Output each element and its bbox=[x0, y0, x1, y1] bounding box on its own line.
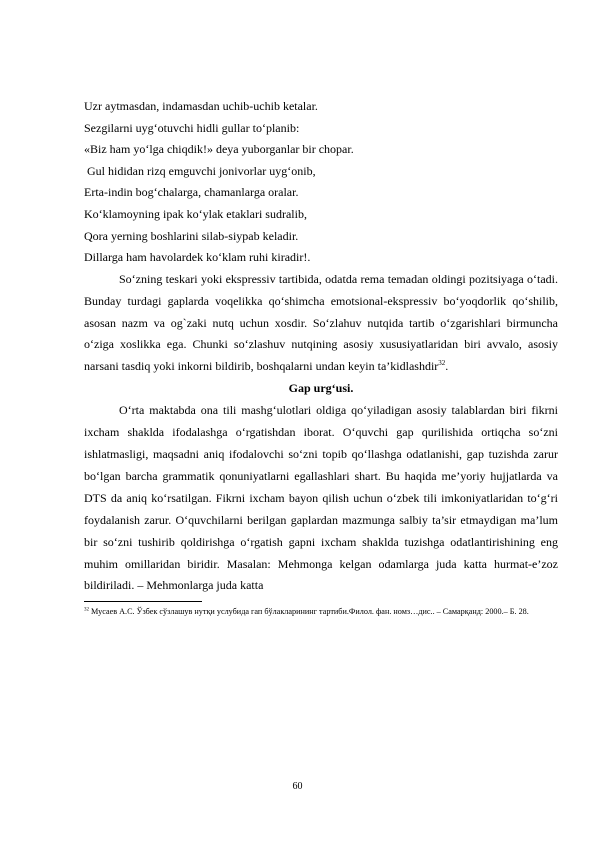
paragraph-word-order bbox=[84, 269, 558, 379]
footnote-marker: 32 bbox=[84, 607, 89, 613]
poem-block bbox=[84, 96, 558, 269]
poem-line: Gul hididan rizq emguvchi jonivorlar uyg‘onib, bbox=[84, 163, 316, 178]
footnote bbox=[84, 605, 558, 619]
poem-line: Erta-indin bog‘chalarga, chamanlarga oralar. bbox=[84, 185, 299, 200]
footnote-reference[interactable]: 32 bbox=[438, 359, 446, 368]
poem-line: Dillarga ham havolardek ko‘klam ruhi kiradir!. bbox=[84, 250, 311, 265]
paragraph-end: . bbox=[445, 359, 449, 374]
footnote-text: Мусаев А.С. Ўзбек сўзлашув нутқи услубида гап бўлакларининг тартиби.Филол. фан. номз…дис.. – Самарқанд: 2000.– Б. 28. bbox=[89, 607, 529, 617]
poem-line: Uzr aytmasdan, indamasdan uchib-uchib ketalar. bbox=[84, 99, 318, 113]
poem-line: Ko‘klamoyning ipak ko‘ylak etaklari sudralib, bbox=[84, 206, 307, 221]
poem-line: Sezgilarni uyg‘otuvchi hidli gullar to‘planib: bbox=[84, 120, 300, 135]
footnote-divider bbox=[84, 601, 202, 602]
document-page bbox=[84, 96, 558, 619]
paragraph-text: So‘zning teskari yoki ekspressiv tartibida, odatda rema temadan oldingi pozitsiyaga o‘tadi. Bunday turdagi gaplarda voqelikka qo‘shimcha emotsional-ekspressiv bo‘yoqdorlik qo‘shilib, asosan nazm va og`zaki nutq uchun xosdir. So‘zlahuv nutqida tartib o‘zgarishlari birmuncha o‘ziga xoslikka ega. Chunki so‘zlashuv nutqining asosiy xususiyatlaridan biri avvalo, asosiy narsani tasdiq yoki inkorni bildirib, boshqalarni undan keyin ta’kidlashdir bbox=[84, 271, 558, 374]
poem-line: «Biz ham yo‘lga chiqdik!» deya yuborganlar bir chopar. bbox=[84, 142, 354, 157]
section-heading: Gap urg‘usi. bbox=[288, 381, 354, 396]
page-number: 60 bbox=[292, 781, 303, 792]
paragraph-sentence-stress: O‘rta maktabda ona tili mashg‘ulotlari oldiga qo‘yiladigan asosiy talablardan biri fikrni ixcham shaklda ifodalashga o‘rgatishdan iborat. O‘quvchi gap qurilishida ortiqcha so‘zni ishlatmasligi, maqsadni aniq ifodalovchi so‘zni topib qo‘llashga odatlanishi, gap tuzishda zarur bo‘lgan barcha grammatik qonuniyatlarni egallashlari shart. Bu haqida me’yoriy hujjatlarda va DTS da aniq ko‘rsatilgan. Fikrni ixcham bayon qilish uchun o‘zbek tili imkoniyatlaridan to‘g‘ri foydalanish zarur. O‘quvchilarni berilgan gaplardan mazmunga salbiy ta’sir etmaydigan ma’lum bir so‘zni tushirib qoldirishga o‘rgatish gapni ixcham shaklda tuzishga odatlantirishining eng muhim omillaridan biridir. Masalan: Mehmonga kelgan odamlarga juda katta hurmat-e’zoz bildiriladi. – Mehmonlarga juda katta bbox=[84, 403, 558, 593]
poem-line: Qora yerning boshlarini silab-siypab keladir. bbox=[84, 228, 299, 243]
